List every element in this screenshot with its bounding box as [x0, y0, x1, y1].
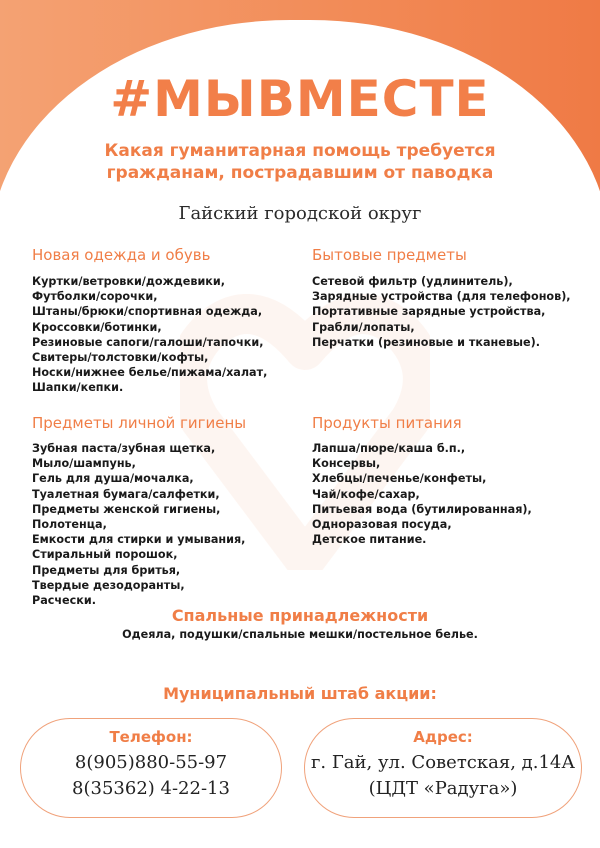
headquarters-title: Муниципальный штаб акции: — [163, 684, 437, 703]
list-item: Футболки/сорочки, — [32, 290, 158, 304]
phone-label: Телефон: — [109, 728, 193, 746]
phone-card — [20, 718, 282, 818]
list-item: Грабли/лопаты, — [312, 320, 415, 334]
list-item: Чай/кофе/сахар, — [312, 487, 420, 501]
list-item: Расчески. — [32, 594, 96, 608]
list-hygiene — [32, 441, 245, 608]
subtitle-line-1: Какая гуманитарная помощь требуется — [104, 141, 496, 161]
sleeping-items: Одеяла, подушки/спальные мешки/постельное белье. — [122, 628, 478, 641]
list-item: Твердые дезодоранты, — [32, 578, 185, 592]
address-line-2: (ЦДТ «Радуга») — [368, 778, 518, 799]
list-item: Носки/нижнее белье/пижама/халат, — [32, 366, 268, 380]
list-item: Детское питание. — [312, 533, 427, 547]
phone-number-2[interactable]: 8(35362) 4-22-13 — [72, 778, 230, 799]
list-food — [312, 441, 532, 547]
list-item: Перчатки (резиновые и тканевые). — [312, 335, 540, 349]
list-item: Туалетная бумага/салфетки, — [32, 487, 220, 501]
list-household — [312, 274, 571, 350]
list-item: Мыло/шампунь, — [32, 457, 136, 471]
list-item: Штаны/брюки/спортивная одежда, — [32, 305, 263, 319]
district-name: Гайский городской округ — [178, 203, 422, 224]
address-line-1: г. Гай, ул. Советская, д.14А — [311, 752, 575, 773]
list-item: Зубная паста/зубная щетка, — [32, 442, 216, 455]
list-item: Свитеры/толстовки/кофты, — [32, 351, 209, 365]
list-item: Емкости для стирки и умывания, — [32, 533, 246, 547]
list-item: Предметы для бритья, — [32, 563, 181, 577]
list-item: Кроссовки/ботинки, — [32, 320, 162, 334]
list-item: Консервы, — [312, 457, 381, 471]
list-clothes — [32, 274, 267, 396]
phone-number-1[interactable]: 8(905)880-55-97 — [74, 752, 228, 773]
page-subtitle — [0, 140, 600, 184]
hashtag-title: #МЫВМЕСТЕ — [110, 70, 490, 128]
list-item: Стиральный порошок, — [32, 548, 178, 562]
list-item: Одноразовая посуда, — [312, 518, 452, 532]
subtitle-line-2: гражданам, пострадавшим от паводка — [106, 163, 494, 183]
list-item: Гель для душа/мочалка, — [32, 472, 194, 486]
section-title-sleeping: Спальные принадлежности — [171, 606, 429, 625]
list-item: Портативные зарядные устройства, — [312, 305, 546, 319]
section-title-food: Продукты питания — [312, 414, 462, 432]
list-item: Сетевой фильтр (удлинитель), — [312, 275, 513, 288]
list-item: Полотенца, — [32, 518, 107, 532]
section-title-clothes: Новая одежда и обувь — [32, 246, 211, 264]
section-title-household: Бытовые предметы — [312, 246, 467, 264]
section-title-hygiene: Предметы личной гигиены — [32, 414, 247, 432]
list-item: Хлебцы/печенье/конфеты, — [312, 472, 487, 486]
list-item: Куртки/ветровки/дождевики, — [32, 275, 225, 288]
list-item: Шапки/кепки. — [32, 381, 124, 395]
list-item: Зарядные устройства (для телефонов), — [312, 290, 571, 304]
address-card — [304, 718, 582, 818]
list-item: Лапша/пюре/каша б.п., — [312, 442, 466, 455]
list-item: Резиновые сапоги/галоши/тапочки, — [32, 335, 264, 349]
list-item: Предметы женской гигиены, — [32, 502, 221, 516]
list-item: Питьевая вода (бутилированная), — [312, 502, 532, 516]
address-label: Адрес: — [413, 728, 473, 746]
